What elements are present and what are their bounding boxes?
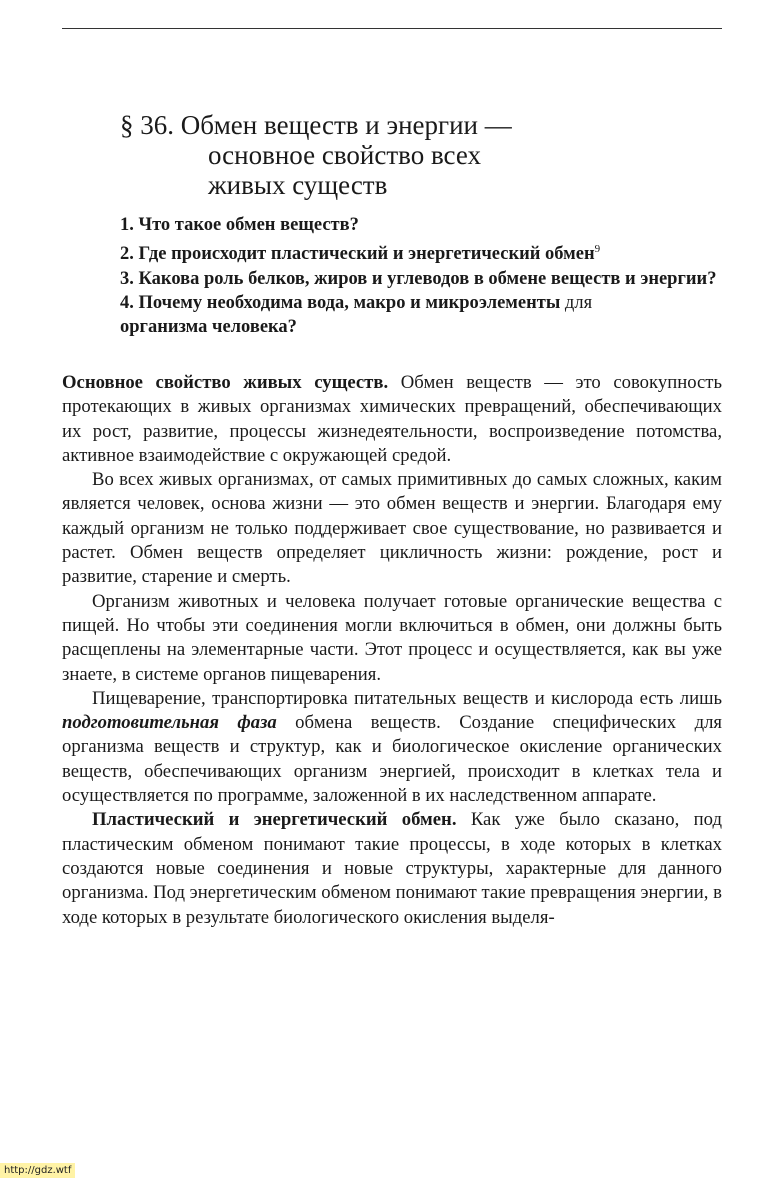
footnote-mark: 9 [594, 243, 601, 256]
question-1: 1. Что такое обмен веществ? [120, 215, 359, 235]
question-2: 2. Где происходит пластический и энергетический обмен$^9$ [120, 243, 601, 265]
review-questions [120, 213, 730, 339]
body-text [62, 371, 722, 930]
question-4: 4. Почему необходима вода, макро и микроэлементы для организма человека? [120, 292, 593, 337]
paragraph-heading: Пластический и энергетический обмен. [92, 809, 457, 831]
title-line-3: живых существ [208, 170, 388, 200]
paragraph-4: Пищеварение, транспортировка питательных веществ и кислорода есть лишь подготовительная фаза обмена веществ. Создание специфических для организма веществ и структур, как и биологическое окисление органических веществ, обеспечивающих организм энергией, происходит в клетках тела и осуществляется по программе, заложенной в их наследственном аппарате. [62, 687, 723, 807]
paragraph-3: Организм животных и человека получает готовые органические вещества с пищей. Но чтобы эти соединения могли включиться в обмен, они должны быть расщеплены на элементарные части. Этот процесс и осуществляется, как вы уже знаете, в системе органов пищеварения. [62, 590, 722, 685]
title-line-2: основное свойство всех [208, 140, 481, 170]
title-line-1: § 36. Обмен веществ и энергии — [120, 110, 512, 140]
top-rule [62, 28, 722, 29]
paragraph-2: Во всех живых организмах, от самых примитивных до самых сложных, каким является человек, основа жизни — это обмен веществ и энергии. Благодаря ему каждый организм не только поддерживает свое существование, но развивается и растет. Обмен веществ определяет цикличность жизни: рождение, рост и развитие, старение и смерть. [62, 469, 722, 588]
section-title [120, 110, 512, 200]
source-watermark: http://gdz.wtf [0, 1163, 75, 1178]
paragraph-5: Пластический и энергетический обмен. Как уже было сказано, под пластическим обменом понимают такие процессы, в ходе которых в клетках создаются новые соединения и новые структуры, характерные для данного организма. Под энергетическим обменом понимают такие превращения энергии, в ходе которых в результате биологического окисления выделя- [62, 809, 722, 928]
paragraph-1: Основное свойство живых существ. Обмен веществ — это совокупность протекающих в живых организмах химических превращений, обеспечивающих их рост, развитие, процессы жизнедеятельности, воспроизведение потомства, активное взаимодействие с окружающей средой. [62, 372, 722, 466]
paragraph-heading: Основное свойство живых существ. [62, 372, 389, 393]
question-3: 3. Какова роль белков, жиров и углеводов в обмене веществ и энергии? [120, 268, 717, 289]
emphasis-term: подготовительная фаза [62, 712, 277, 734]
